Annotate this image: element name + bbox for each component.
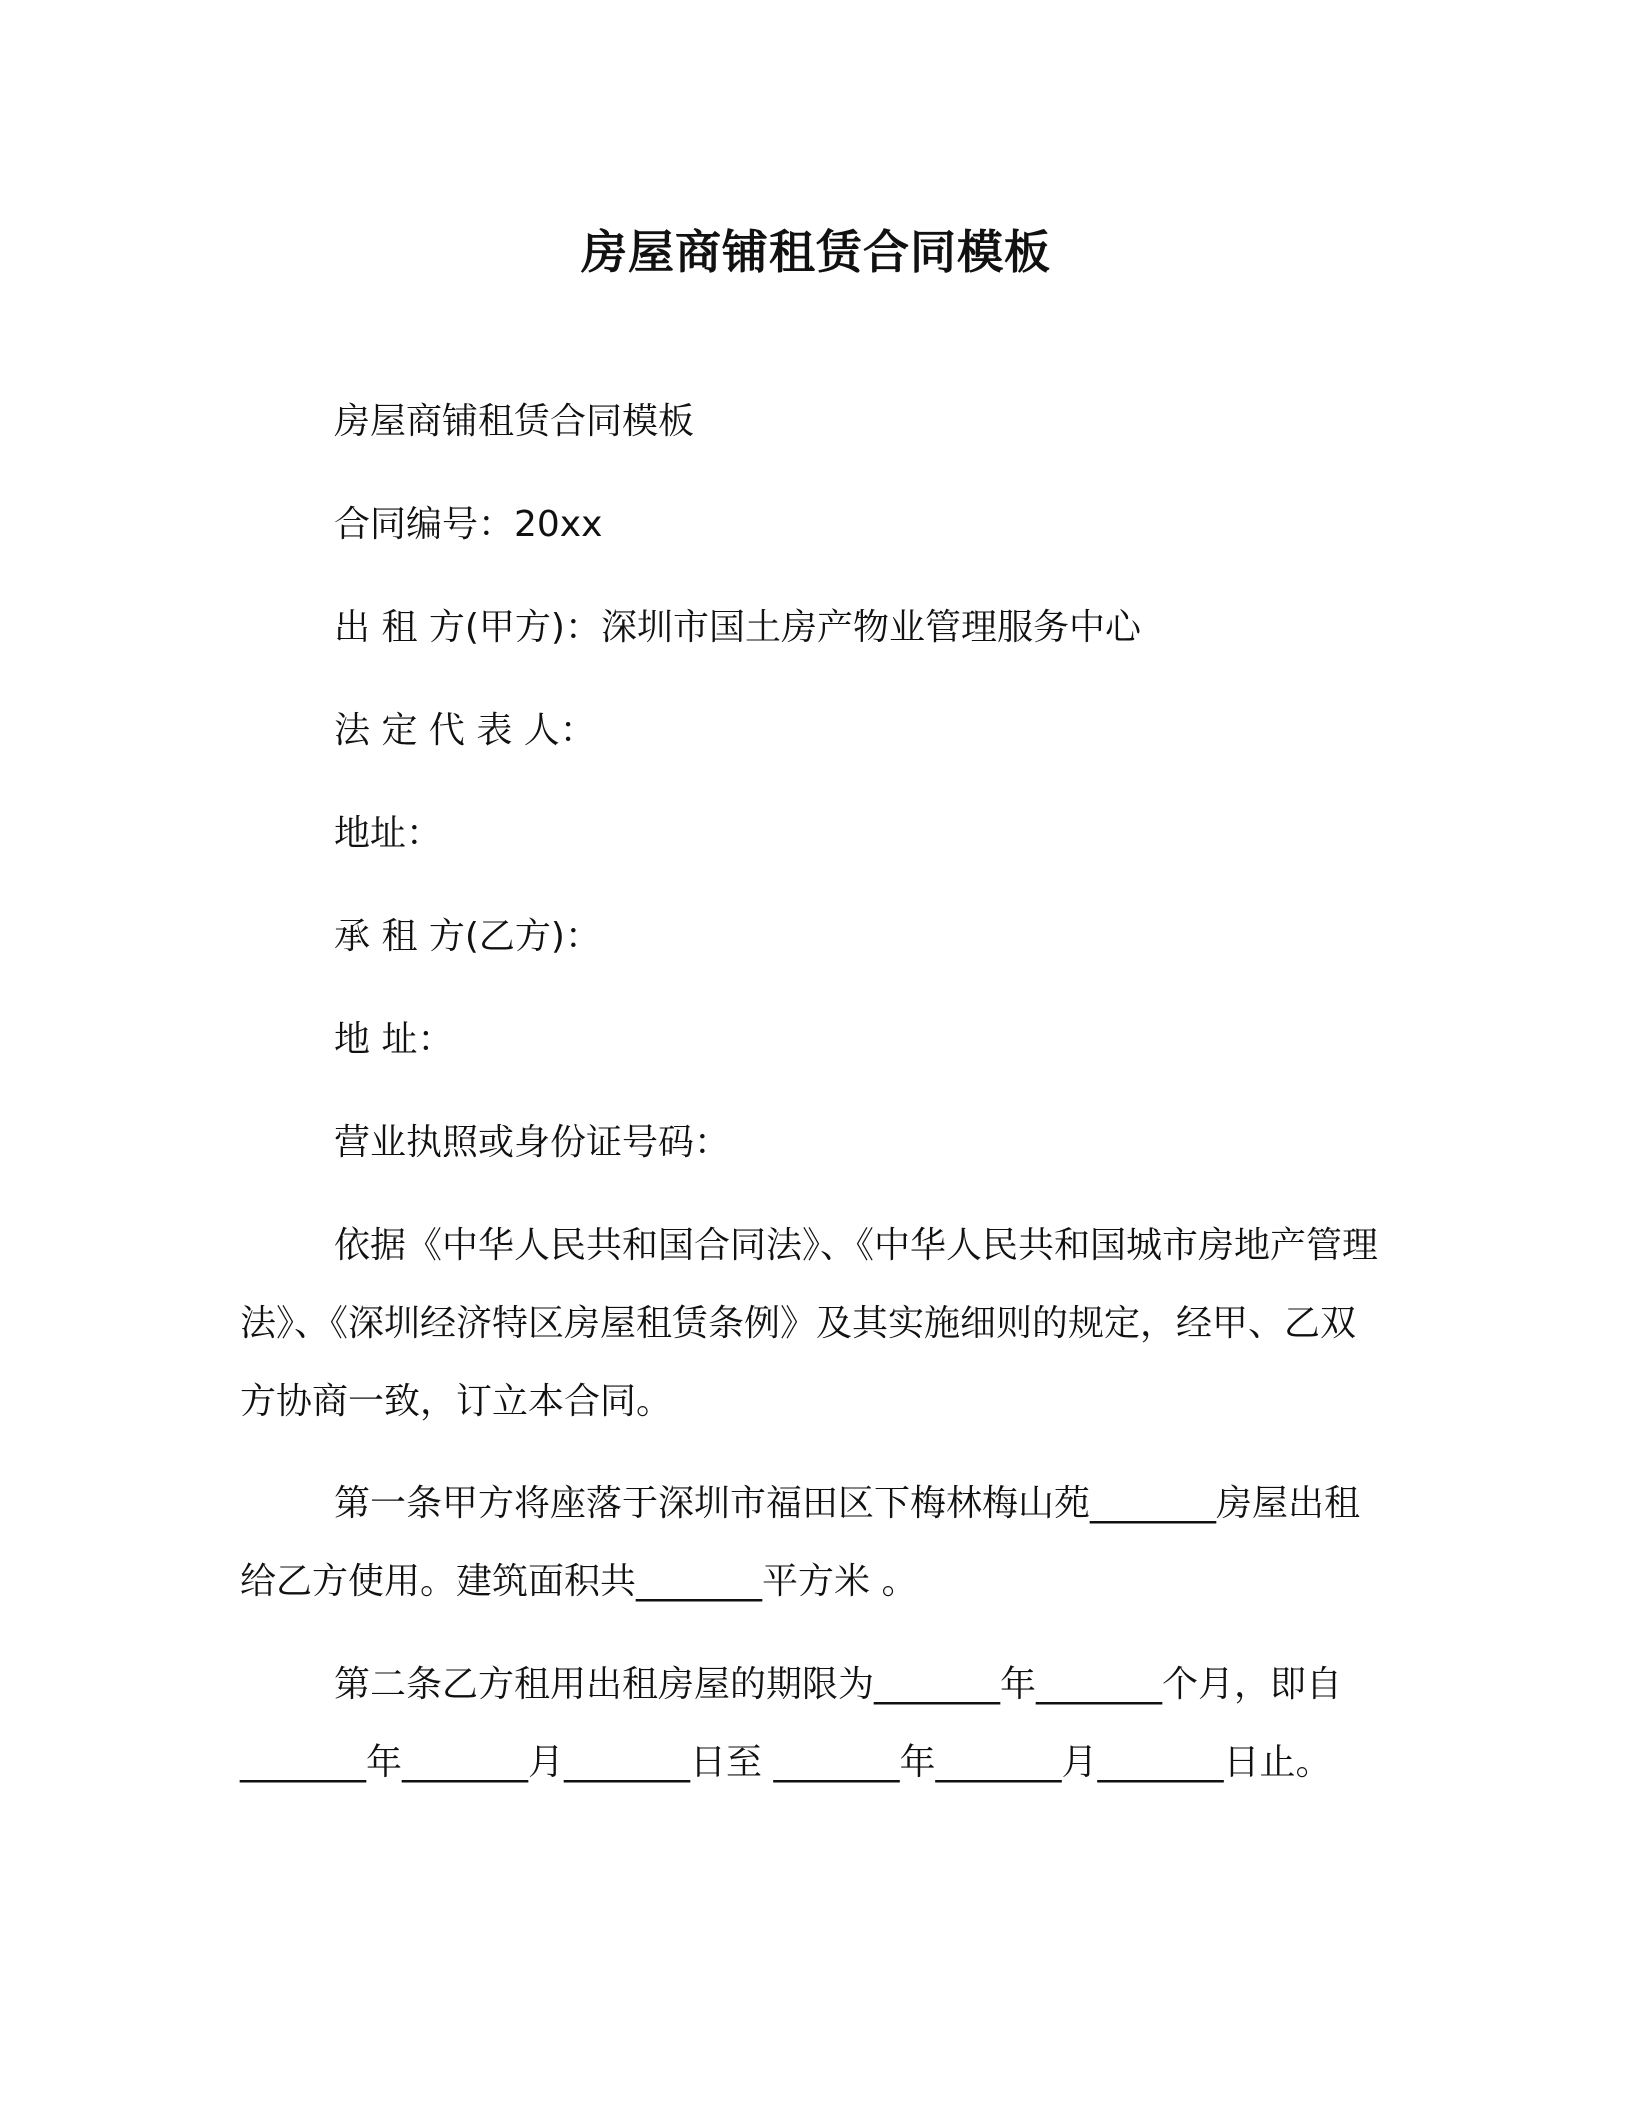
field-lessee-address: 地 址： [334, 1019, 454, 1060]
field-lessor-address: 地址： [334, 813, 443, 854]
field-contract-name: 房屋商铺租赁合同模板 [334, 401, 695, 442]
field-contract-number: 合同编号：20xx [334, 504, 603, 545]
field-lessee: 承 租 方(乙方)： [334, 916, 601, 957]
document-title: 房屋商铺租赁合同模板 [581, 225, 1051, 279]
field-license-id-number: 营业执照或身份证号码： [334, 1122, 731, 1163]
field-legal-representative: 法 定 代 表 人： [334, 710, 596, 751]
field-lessor: 出 租 方(甲方)：深圳市国土房产物业管理服务中心 [334, 607, 1141, 648]
paragraph-article-1: 第一条甲方将座落于深圳市福田区下梅林梅山苑_______房屋出租给乙方使用。建筑面积共_______平方米 。 [240, 1483, 1361, 1602]
paragraph-basis: 依据《中华人民共和国合同法》、《中华人民共和国城市房地产管理法》、《深圳经济特区房屋租赁条例》及其实施细则的规定，经甲、乙双方协商一致，订立本合同。 [240, 1225, 1379, 1422]
paragraph-article-2: 第二条乙方租用出租房屋的期限为_______年_______个月，即自_______年_______月_______日至 _______年_______月_______日止。 [240, 1664, 1343, 1783]
